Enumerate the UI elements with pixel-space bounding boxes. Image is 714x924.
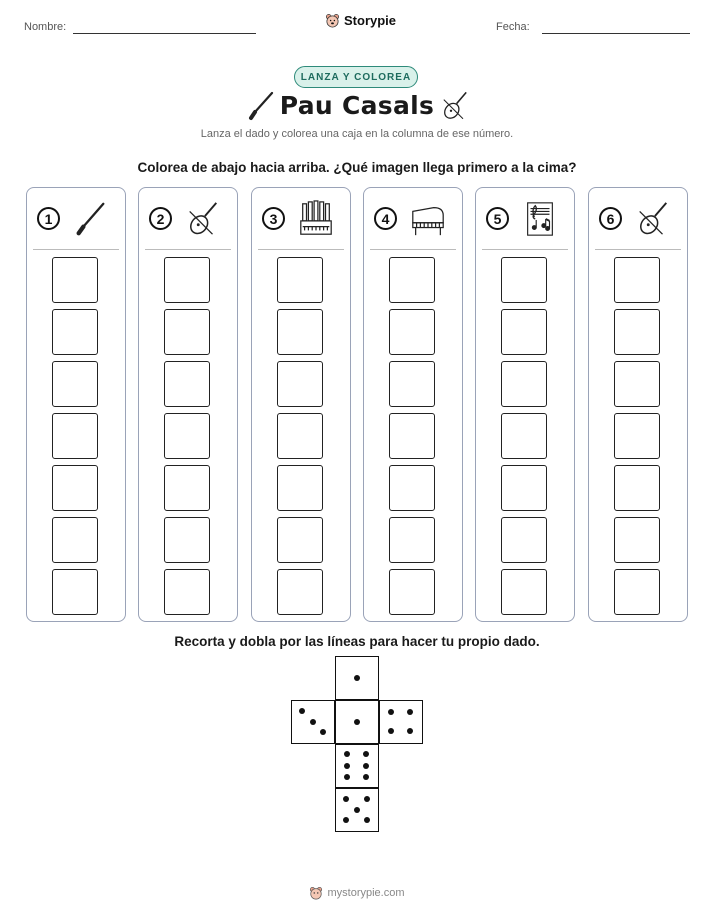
- die-face: [335, 700, 379, 744]
- color-box[interactable]: [164, 413, 210, 459]
- date-field-line[interactable]: [542, 33, 690, 34]
- color-box[interactable]: [614, 465, 660, 511]
- color-box[interactable]: [501, 257, 547, 303]
- brand-logo: [325, 13, 396, 28]
- color-box[interactable]: [52, 309, 98, 355]
- color-box[interactable]: [614, 569, 660, 615]
- die-pip: [388, 728, 394, 734]
- color-box[interactable]: [277, 413, 323, 459]
- name-field-line[interactable]: [73, 33, 256, 34]
- subtitle: Lanza el dado y colorea una caja en la columna de ese número.: [200, 128, 514, 140]
- column-divider: [482, 249, 568, 250]
- date-label: Fecha:: [496, 21, 530, 33]
- die-pip: [407, 709, 413, 715]
- column-divider: [145, 249, 231, 250]
- violin-icon: [439, 88, 471, 124]
- color-box[interactable]: [389, 257, 435, 303]
- die-pip: [354, 719, 360, 725]
- die-instruction: Recorta y dobla por las líneas para hacer tu propio dado.: [174, 634, 540, 649]
- color-box[interactable]: [164, 309, 210, 355]
- color-box[interactable]: [501, 309, 547, 355]
- column-2: [138, 187, 238, 622]
- footer-url: mystorypie.com: [327, 887, 405, 899]
- pipe-organ-icon: [297, 200, 335, 238]
- color-box[interactable]: [501, 413, 547, 459]
- die-pip: [310, 719, 316, 725]
- column-divider: [33, 249, 119, 250]
- color-box[interactable]: [52, 361, 98, 407]
- bear-logo-icon: [309, 886, 323, 900]
- brand-name: Storypie: [344, 13, 397, 28]
- color-box[interactable]: [614, 257, 660, 303]
- color-box[interactable]: [277, 569, 323, 615]
- columns-instruction: Colorea de abajo hacia arriba. ¿Qué imagen llega primero a la cima?: [137, 160, 577, 175]
- violin-icon: [184, 200, 222, 238]
- column-3: [251, 187, 351, 622]
- activity-badge: LANZA Y COLOREA: [294, 66, 418, 88]
- column-1: [26, 187, 126, 622]
- die-pip: [388, 709, 394, 715]
- die-face: [335, 656, 379, 700]
- column-number: 3: [262, 207, 285, 230]
- die-pip: [344, 774, 350, 780]
- color-box[interactable]: [501, 361, 547, 407]
- color-box[interactable]: [501, 517, 547, 563]
- sheet-music-icon: [521, 200, 559, 238]
- die-face: [335, 788, 379, 832]
- color-box[interactable]: [277, 309, 323, 355]
- die-pip: [354, 675, 360, 681]
- column-number: 4: [374, 207, 397, 230]
- violin-icon: [634, 200, 672, 238]
- column-6: [588, 187, 688, 622]
- die-pip: [344, 763, 350, 769]
- footer: [0, 886, 714, 900]
- bear-logo-icon: [325, 13, 340, 28]
- color-box[interactable]: [614, 413, 660, 459]
- column-number: 1: [37, 207, 60, 230]
- column-divider: [370, 249, 456, 250]
- color-box[interactable]: [389, 413, 435, 459]
- color-box[interactable]: [52, 517, 98, 563]
- color-box[interactable]: [52, 465, 98, 511]
- color-box[interactable]: [501, 569, 547, 615]
- color-box[interactable]: [389, 569, 435, 615]
- color-box[interactable]: [52, 569, 98, 615]
- die-pip: [364, 796, 370, 802]
- die-pip: [344, 751, 350, 757]
- die-pip: [354, 807, 360, 813]
- die-pip: [343, 796, 349, 802]
- die-face: [379, 700, 423, 744]
- die-pip: [320, 729, 326, 735]
- baton-icon: [72, 200, 110, 238]
- grand-piano-icon: [409, 200, 447, 238]
- color-box[interactable]: [52, 413, 98, 459]
- die-face: [335, 744, 379, 788]
- column-4: [363, 187, 463, 622]
- color-box[interactable]: [52, 257, 98, 303]
- color-box[interactable]: [277, 361, 323, 407]
- color-box[interactable]: [164, 465, 210, 511]
- die-pip: [299, 708, 305, 714]
- die-pip: [363, 751, 369, 757]
- column-number: 6: [599, 207, 622, 230]
- die-pip: [407, 728, 413, 734]
- color-box[interactable]: [614, 309, 660, 355]
- color-box[interactable]: [164, 257, 210, 303]
- page-title: Pau Casals: [279, 91, 435, 120]
- color-box[interactable]: [164, 569, 210, 615]
- color-box[interactable]: [389, 361, 435, 407]
- color-box[interactable]: [501, 465, 547, 511]
- color-box[interactable]: [164, 361, 210, 407]
- column-divider: [595, 249, 681, 250]
- die-pip: [363, 774, 369, 780]
- die-pip: [363, 763, 369, 769]
- column-divider: [258, 249, 344, 250]
- color-box[interactable]: [614, 361, 660, 407]
- color-box[interactable]: [614, 517, 660, 563]
- name-label: Nombre:: [24, 21, 67, 33]
- color-box[interactable]: [277, 517, 323, 563]
- column-number: 5: [486, 207, 509, 230]
- color-box[interactable]: [164, 517, 210, 563]
- die-pip: [364, 817, 370, 823]
- column-number: 2: [149, 207, 172, 230]
- color-box[interactable]: [389, 465, 435, 511]
- color-box[interactable]: [277, 465, 323, 511]
- column-5: [475, 187, 575, 622]
- color-box[interactable]: [277, 257, 323, 303]
- die-pip: [343, 817, 349, 823]
- die-face: [291, 700, 335, 744]
- color-box[interactable]: [389, 309, 435, 355]
- color-box[interactable]: [389, 517, 435, 563]
